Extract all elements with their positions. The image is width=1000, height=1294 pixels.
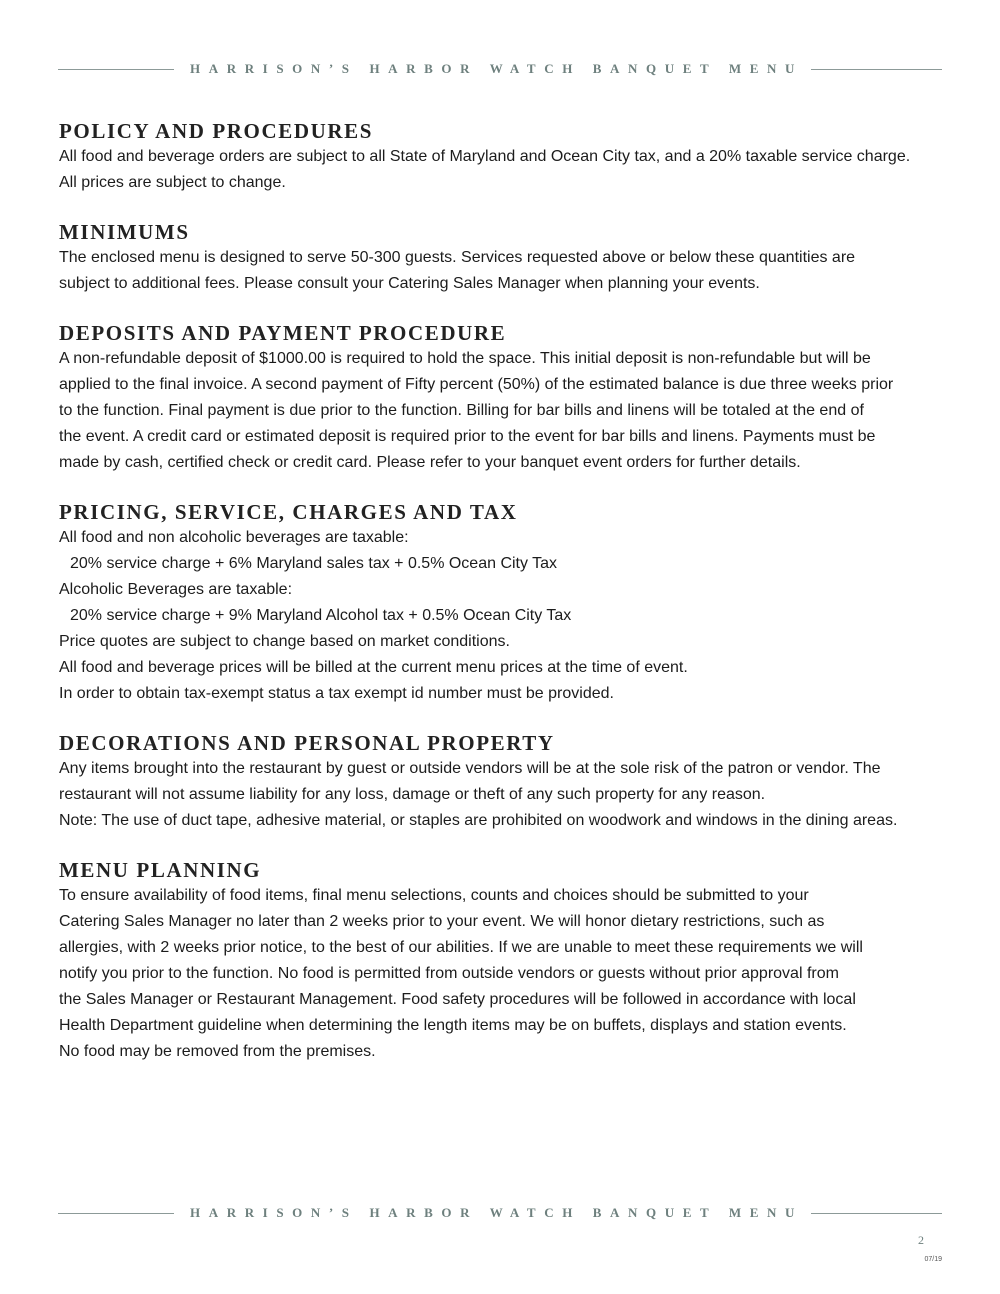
text-line: All food and beverage orders are subject to all State of Maryland and Ocean City tax, and a 20% taxable service charge. bbox=[59, 148, 911, 165]
text-line: In order to obtain tax-exempt status a tax exempt id number must be provided. bbox=[59, 685, 614, 702]
section-heading: DECORATIONS AND PERSONAL PROPERTY bbox=[59, 731, 555, 755]
footer-rule-right bbox=[811, 1213, 942, 1214]
header-rule-left bbox=[58, 69, 174, 70]
text-line: to the function. Final payment is due prior to the function. Billing for bar bills and linens will be totaled at the end of bbox=[59, 402, 864, 419]
header-title: HARRISON’S HARBOR WATCH BANQUET MENU bbox=[190, 61, 803, 76]
section-pricing bbox=[59, 499, 949, 707]
text-line: notify you prior to the function. No food is permitted from outside vendors or guests without prior approval from bbox=[59, 965, 839, 982]
page-header bbox=[58, 59, 942, 79]
section-deposits bbox=[59, 320, 949, 476]
text-line: made by cash, certified check or credit card. Please refer to your banquet event orders for further details. bbox=[59, 454, 801, 471]
footer-title: HARRISON’S HARBOR WATCH BANQUET MENU bbox=[190, 1205, 803, 1220]
page-number: 2 bbox=[918, 1233, 924, 1247]
text-line: the event. A credit card or estimated deposit is required prior to the event for bar bills and linens. Payments must be bbox=[59, 428, 876, 445]
text-line: Alcoholic Beverages are taxable: bbox=[59, 581, 293, 598]
section-decorations bbox=[59, 730, 949, 834]
document-body bbox=[59, 118, 949, 1088]
revision-date: 07/19 bbox=[924, 1256, 942, 1263]
text-line: restaurant will not assume liability for any loss, damage or theft of any such property for any reason. bbox=[59, 786, 766, 803]
text-line: All food and non alcoholic beverages are taxable: bbox=[59, 529, 409, 546]
text-line: Price quotes are subject to change based on market conditions. bbox=[59, 633, 510, 650]
text-line: All food and beverage prices will be billed at the current menu prices at the time of event. bbox=[59, 659, 688, 676]
section-heading: POLICY AND PROCEDURES bbox=[59, 119, 374, 143]
text-line: 20% service charge + 6% Maryland sales tax + 0.5% Ocean City Tax bbox=[70, 555, 558, 572]
section-minimums bbox=[59, 219, 949, 297]
text-line: 20% service charge + 9% Maryland Alcohol tax + 0.5% Ocean City Tax bbox=[70, 607, 572, 624]
text-line: Any items brought into the restaurant by guest or outside vendors will be at the sole risk of the patron or vendor. The bbox=[59, 760, 881, 777]
text-line: Catering Sales Manager no later than 2 weeks prior to your event. We will honor dietary restrictions, such as bbox=[59, 913, 825, 930]
footer-rule-left bbox=[58, 1213, 174, 1214]
section-heading: DEPOSITS AND PAYMENT PROCEDURE bbox=[59, 321, 507, 345]
section-heading: MINIMUMS bbox=[59, 220, 190, 244]
text-line: Health Department guideline when determining the length items may be on buffets, displays and station events. bbox=[59, 1017, 847, 1034]
section-heading: PRICING, SERVICE, CHARGES AND TAX bbox=[59, 500, 518, 524]
text-line: Note: The use of duct tape, adhesive material, or staples are prohibited on woodwork and windows in the dining areas. bbox=[59, 812, 898, 829]
text-line: allergies, with 2 weeks prior notice, to the best of our abilities. If we are unable to meet these requirements we will bbox=[59, 939, 863, 956]
section-heading: MENU PLANNING bbox=[59, 858, 262, 882]
text-line: subject to additional fees. Please consult your Catering Sales Manager when planning your events. bbox=[59, 275, 760, 292]
section-policy bbox=[59, 118, 949, 196]
text-line: No food may be removed from the premises. bbox=[59, 1043, 376, 1060]
text-line: the Sales Manager or Restaurant Management. Food safety procedures will be followed in accordance with local bbox=[59, 991, 856, 1008]
text-line: applied to the final invoice. A second payment of Fifty percent (50%) of the estimated balance is due three weeks prior bbox=[59, 376, 894, 393]
text-line: The enclosed menu is designed to serve 50-300 guests. Services requested above or below these quantities are bbox=[59, 249, 856, 266]
text-line: A non-refundable deposit of $1000.00 is required to hold the space. This initial deposit is non-refundable but will be bbox=[59, 350, 871, 367]
text-line: All prices are subject to change. bbox=[59, 174, 286, 191]
header-rule-right bbox=[811, 69, 942, 70]
page-footer bbox=[58, 1203, 942, 1223]
text-line: To ensure availability of food items, final menu selections, counts and choices should be submitted to your bbox=[59, 887, 809, 904]
section-menu-planning bbox=[59, 857, 949, 1065]
